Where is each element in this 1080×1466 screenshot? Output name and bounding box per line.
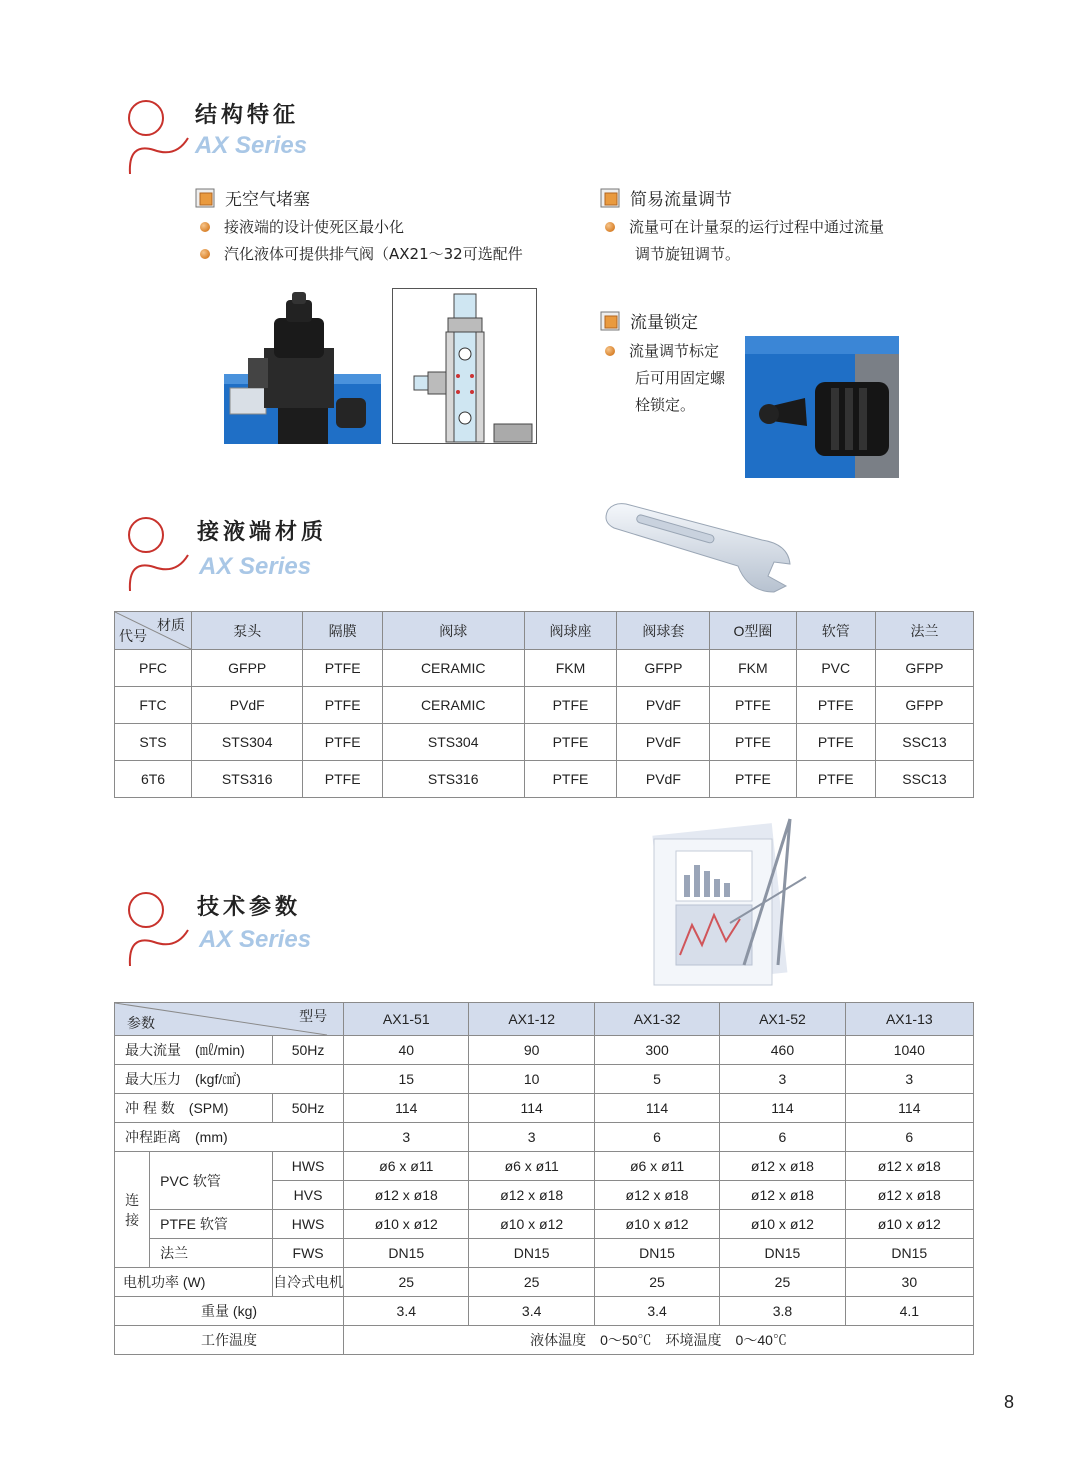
row-code: FTC xyxy=(115,687,192,724)
ptfe-hose-label: PTFE 软管 xyxy=(150,1210,273,1239)
table-cell: ø10 x ø12 xyxy=(344,1210,469,1239)
table-cell: PVdF xyxy=(617,724,710,761)
materials-table xyxy=(114,611,974,798)
table-row xyxy=(115,1065,974,1094)
section-logo-icon xyxy=(124,890,194,970)
wrench-illustration xyxy=(598,500,794,600)
table-row xyxy=(115,1239,974,1268)
table-row xyxy=(115,1326,974,1355)
column-header: 阀球座 xyxy=(524,612,617,650)
table-cell: SSC13 xyxy=(875,761,973,798)
corner-label-bottom: 代号 xyxy=(119,628,147,644)
table-cell: PTFE xyxy=(303,724,382,761)
column-header: 泵头 xyxy=(192,612,303,650)
table-row xyxy=(115,687,974,724)
table-cell: 3 xyxy=(469,1123,594,1152)
row-code: 6T6 xyxy=(115,761,192,798)
table-row xyxy=(115,650,974,687)
param-label: 最大压力 (kgf/㎠) xyxy=(115,1065,344,1094)
table-cell: STS304 xyxy=(382,724,524,761)
table-cell: 3 xyxy=(845,1065,973,1094)
table-cell: DN15 xyxy=(845,1239,973,1268)
table-cell: PTFE xyxy=(524,761,617,798)
table-cell: FKM xyxy=(710,650,796,687)
table-cell: DN15 xyxy=(469,1239,594,1268)
chart-compass-illustration xyxy=(640,815,810,987)
param-label: 工作温度 xyxy=(115,1326,344,1355)
table-row xyxy=(115,1123,974,1152)
param-code: FWS xyxy=(273,1239,344,1268)
bullet-text: 汽化液体可提供排气阀（AX21～32可选配件 xyxy=(224,245,523,263)
table-cell: ø12 x ø18 xyxy=(845,1152,973,1181)
table-cell: 10 xyxy=(469,1065,594,1094)
table-cell: PTFE xyxy=(796,687,875,724)
param-unit: 50Hz xyxy=(273,1094,344,1123)
round-bullet-icon xyxy=(200,222,210,232)
table-cell: PTFE xyxy=(796,761,875,798)
table-cell: 30 xyxy=(845,1268,973,1297)
param-label xyxy=(115,1268,273,1297)
table-cell: 15 xyxy=(344,1065,469,1094)
round-bullet-icon xyxy=(200,249,210,259)
table-cell: ø12 x ø18 xyxy=(845,1181,973,1210)
table-cell: FKM xyxy=(524,650,617,687)
table-cell: 25 xyxy=(344,1268,469,1297)
section-title-materials: 接液端材质 xyxy=(197,520,328,545)
connection-label: 连 xyxy=(115,1152,150,1210)
param-code: HWS xyxy=(273,1152,344,1181)
column-header: 法兰 xyxy=(875,612,973,650)
table-corner-cell xyxy=(115,612,192,650)
connection-label: 接 xyxy=(115,1210,150,1268)
table-cell: 90 xyxy=(469,1036,594,1065)
model-header: AX1-12 xyxy=(469,1003,594,1036)
feature-title-text: 简易流量调节 xyxy=(630,190,732,210)
table-cell: 6 xyxy=(845,1123,973,1152)
table-header-row xyxy=(115,612,974,650)
section-logo-icon xyxy=(124,98,194,178)
feature-title-flow-adjust xyxy=(600,185,732,210)
section-title-specs: 技术参数 xyxy=(197,895,302,920)
table-row xyxy=(115,1094,974,1123)
table-cell: STS316 xyxy=(382,761,524,798)
table-cell: 1040 xyxy=(845,1036,973,1065)
table-cell: 25 xyxy=(594,1268,719,1297)
temperature-value: 液体温度 0～50℃ 环境温度 0～40℃ xyxy=(344,1326,974,1355)
section-subtitle: AX Series xyxy=(199,926,312,953)
table-cell: 3 xyxy=(344,1123,469,1152)
table-header-row xyxy=(115,1003,974,1036)
table-cell: PVdF xyxy=(617,687,710,724)
table-cell: 40 xyxy=(344,1036,469,1065)
param-label: 重量 (kg) xyxy=(115,1297,344,1326)
table-cell: ø12 x ø18 xyxy=(720,1181,845,1210)
table-cell: PVdF xyxy=(617,761,710,798)
table-row xyxy=(115,724,974,761)
table-corner-cell xyxy=(115,1003,344,1036)
section-logo-icon xyxy=(124,515,194,595)
feature-bullet xyxy=(605,340,719,361)
table-cell: PTFE xyxy=(303,761,382,798)
feature-title-text: 无空气堵塞 xyxy=(225,190,310,210)
model-header: AX1-51 xyxy=(344,1003,469,1036)
bullet-continuation: 调节旋钮调节。 xyxy=(635,245,741,263)
table-cell: ø10 x ø12 xyxy=(469,1210,594,1239)
table-cell: DN15 xyxy=(594,1239,719,1268)
param-label: 冲 程 数 (SPM) xyxy=(115,1094,273,1123)
table-cell: CERAMIC xyxy=(382,687,524,724)
table-cell: PTFE xyxy=(710,687,796,724)
model-header: AX1-13 xyxy=(845,1003,973,1036)
table-cell: PVC xyxy=(796,650,875,687)
table-cell: PTFE xyxy=(796,724,875,761)
bullet-text: 流量可在计量泵的运行过程中通过流量 xyxy=(629,218,885,236)
table-cell: 6 xyxy=(594,1123,719,1152)
table-row xyxy=(115,1297,974,1326)
table-row xyxy=(115,761,974,798)
valve-cross-section-diagram xyxy=(392,288,537,444)
square-bullet-icon xyxy=(195,188,215,208)
table-cell: GFPP xyxy=(617,650,710,687)
feature-title-flow-lock xyxy=(600,308,698,333)
table-cell: STS316 xyxy=(192,761,303,798)
section-subtitle: AX Series xyxy=(195,132,308,159)
param-label: 冲程距离 (mm) xyxy=(115,1123,344,1152)
table-cell: 114 xyxy=(469,1094,594,1123)
feature-title-text: 流量锁定 xyxy=(630,313,698,333)
table-cell: CERAMIC xyxy=(382,650,524,687)
table-cell: PTFE xyxy=(524,687,617,724)
corner-label-top: 型号 xyxy=(299,1008,328,1024)
table-cell: ø6 x ø11 xyxy=(469,1152,594,1181)
table-cell: ø12 x ø18 xyxy=(720,1152,845,1181)
table-cell: 3.4 xyxy=(344,1297,469,1326)
bullet-text: 接液端的设计使死区最小化 xyxy=(224,218,405,236)
table-cell: GFPP xyxy=(875,687,973,724)
table-cell: PTFE xyxy=(710,724,796,761)
param-code: HVS xyxy=(273,1181,344,1210)
table-cell: 4.1 xyxy=(845,1297,973,1326)
square-bullet-icon xyxy=(600,311,620,331)
section-subtitle: AX Series xyxy=(199,553,312,580)
table-cell: SSC13 xyxy=(875,724,973,761)
table-cell: 3.4 xyxy=(594,1297,719,1326)
table-cell: STS304 xyxy=(192,724,303,761)
column-header: 阀球 xyxy=(382,612,524,650)
table-cell: 3 xyxy=(720,1065,845,1094)
table-cell: ø10 x ø12 xyxy=(845,1210,973,1239)
feature-bullet xyxy=(200,243,523,264)
round-bullet-icon xyxy=(605,346,615,356)
table-cell: DN15 xyxy=(344,1239,469,1268)
bullet-text: 流量调节标定 xyxy=(629,342,720,360)
table-cell: 25 xyxy=(720,1268,845,1297)
round-bullet-icon xyxy=(605,222,615,232)
motor-sub-label: 自冷式电机 xyxy=(273,1268,344,1297)
tech-spec-table xyxy=(114,1002,974,1355)
table-cell: 114 xyxy=(344,1094,469,1123)
param-label: 最大流量 (㎖/min) xyxy=(115,1036,273,1065)
corner-label-top: 材质 xyxy=(157,617,185,633)
table-cell: PTFE xyxy=(303,687,382,724)
table-cell: DN15 xyxy=(720,1239,845,1268)
valve-photo xyxy=(224,288,381,444)
lock-knob-photo xyxy=(745,336,899,478)
table-cell: ø12 x ø18 xyxy=(594,1181,719,1210)
page-number: 8 xyxy=(1003,1392,1014,1412)
column-header: 隔膜 xyxy=(303,612,382,650)
table-cell: ø10 x ø12 xyxy=(720,1210,845,1239)
table-cell: 114 xyxy=(845,1094,973,1123)
row-code: PFC xyxy=(115,650,192,687)
feature-bullet xyxy=(605,216,884,237)
param-code: HWS xyxy=(273,1210,344,1239)
table-cell: PVdF xyxy=(192,687,303,724)
table-cell: 114 xyxy=(594,1094,719,1123)
table-cell: PTFE xyxy=(524,724,617,761)
table-cell: 300 xyxy=(594,1036,719,1065)
flange-label: 法兰 xyxy=(150,1239,273,1268)
table-row xyxy=(115,1152,974,1181)
table-cell: 6 xyxy=(720,1123,845,1152)
table-cell: 114 xyxy=(720,1094,845,1123)
table-cell: ø10 x ø12 xyxy=(594,1210,719,1239)
bullet-continuation: 栓锁定。 xyxy=(635,396,696,414)
table-row xyxy=(115,1210,974,1239)
table-cell: 3.4 xyxy=(469,1297,594,1326)
table-cell: ø6 x ø11 xyxy=(344,1152,469,1181)
table-cell: ø12 x ø18 xyxy=(344,1181,469,1210)
column-header: 阀球套 xyxy=(617,612,710,650)
corner-label-bottom: 参数 xyxy=(127,1015,155,1031)
table-row xyxy=(115,1036,974,1065)
model-header: AX1-32 xyxy=(594,1003,719,1036)
table-cell: PTFE xyxy=(710,761,796,798)
model-header: AX1-52 xyxy=(720,1003,845,1036)
row-code: STS xyxy=(115,724,192,761)
table-cell: GFPP xyxy=(875,650,973,687)
table-cell: 25 xyxy=(469,1268,594,1297)
motor-label: 电机功率 (W) xyxy=(123,1274,206,1290)
table-cell: ø12 x ø18 xyxy=(469,1181,594,1210)
table-cell: PTFE xyxy=(303,650,382,687)
feature-bullet xyxy=(200,216,404,237)
bullet-continuation: 后可用固定螺 xyxy=(635,369,726,387)
column-header: 软管 xyxy=(796,612,875,650)
table-cell: 5 xyxy=(594,1065,719,1094)
section-title-structure: 结构特征 xyxy=(195,103,300,128)
column-header: O型圈 xyxy=(710,612,796,650)
table-cell: ø6 x ø11 xyxy=(594,1152,719,1181)
table-row xyxy=(115,1268,974,1297)
param-unit: 50Hz xyxy=(273,1036,344,1065)
pvc-hose-label: PVC 软管 xyxy=(150,1152,273,1210)
feature-title-no-airlock xyxy=(195,185,310,210)
table-cell: GFPP xyxy=(192,650,303,687)
table-cell: 460 xyxy=(720,1036,845,1065)
square-bullet-icon xyxy=(600,188,620,208)
table-cell: 3.8 xyxy=(720,1297,845,1326)
